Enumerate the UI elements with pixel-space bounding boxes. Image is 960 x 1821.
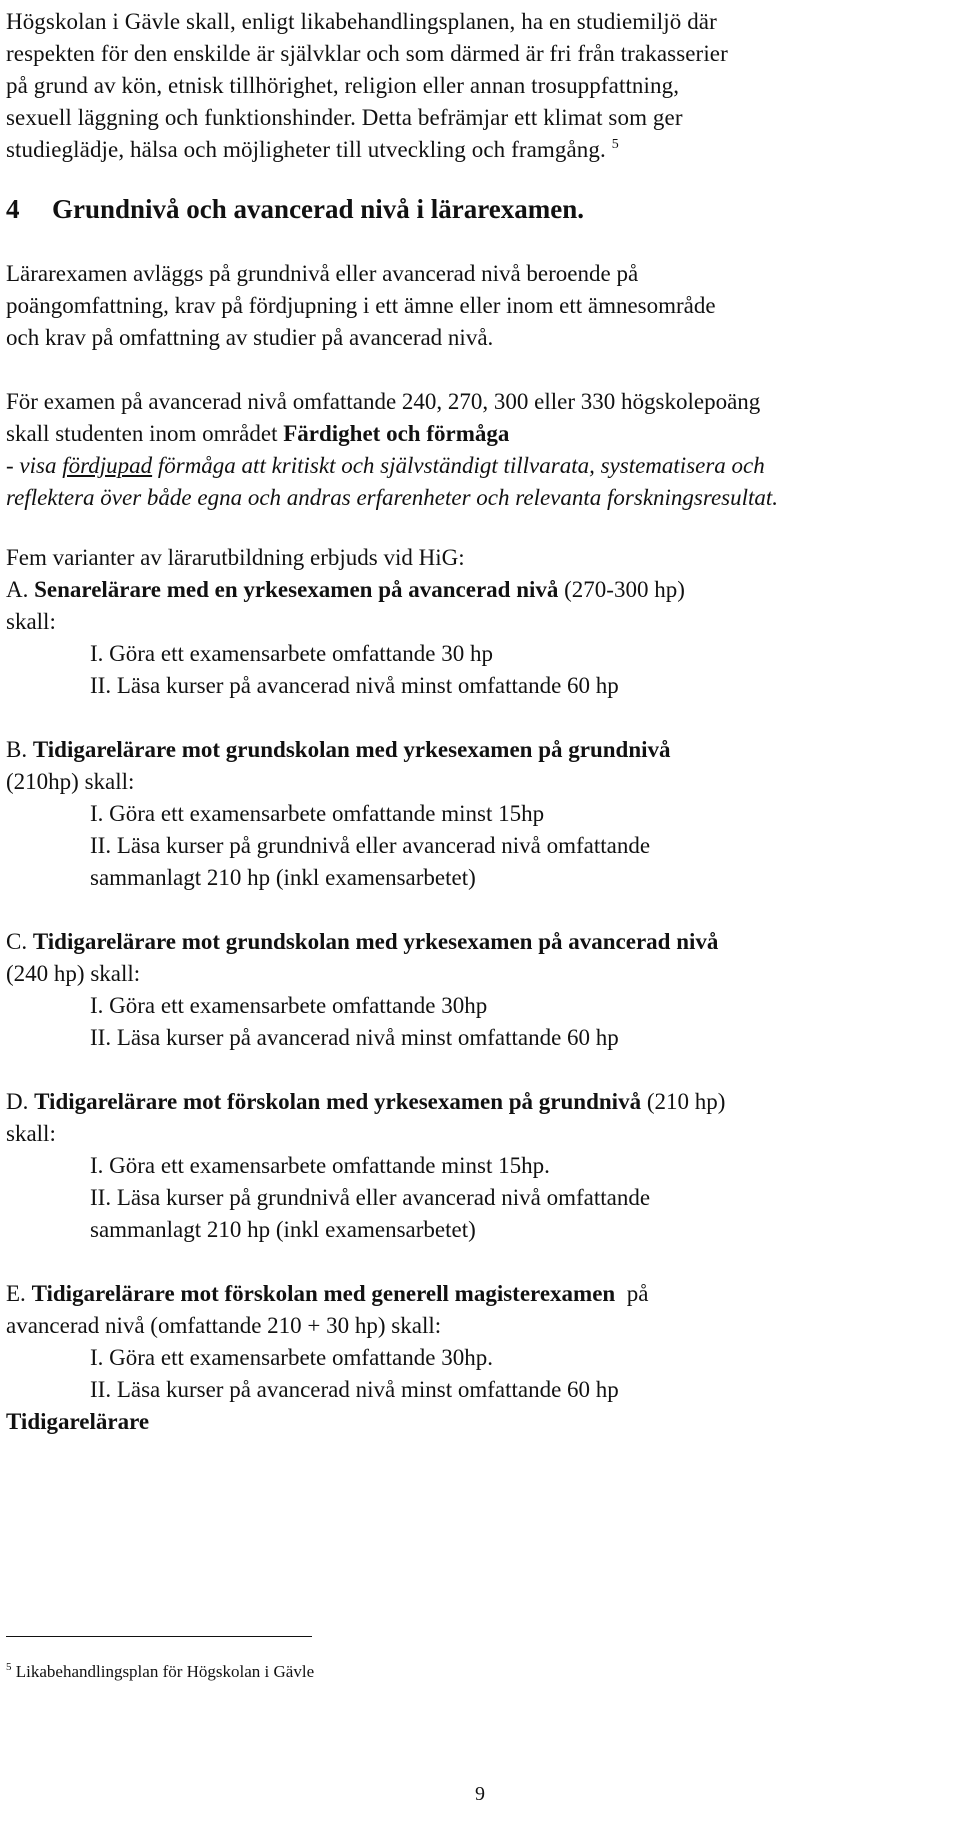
document-page	[0, 6, 960, 1821]
intro-paragraph	[6, 6, 940, 166]
intro-line-text: studieglädje, hälsa och möjligheter till utveckling och framgång.	[6, 137, 606, 162]
italic-text: förmåga att kritiskt och självständigt tillvarata, systematisera och	[152, 453, 765, 478]
intro-line: respekten för den enskilde är självklar och som därmed är fri från trakasserier	[6, 41, 728, 66]
paragraph-line: För examen på avancerad nivå omfattande 240, 270, 300 eller 330 högskolepoäng	[6, 389, 761, 414]
intro-line: Högskolan i Gävle skall, enligt likabehandlingsplanen, ha en studiemiljö där	[6, 9, 717, 34]
bold-text: Färdighet och förmåga	[283, 421, 510, 446]
variant-heading	[6, 1278, 940, 1310]
variant-letter: E.	[6, 1281, 26, 1306]
paragraph-line	[6, 418, 940, 450]
section-title: Grundnivå och avancerad nivå i lärarexamen.	[52, 194, 585, 224]
paragraph-line: Lärarexamen avläggs på grundnivå eller avancerad nivå beroende på	[6, 261, 639, 286]
trailing-bold-text: Tidigarelärare	[6, 1409, 150, 1434]
variant-line2: skall:	[6, 609, 56, 634]
italic-line: reflektera över både egna och andras erfarenheter och relevanta forskningsresultat.	[6, 485, 779, 510]
variant-suffix: (270-300 hp)	[558, 577, 685, 602]
variant-line2: (210hp) skall:	[6, 769, 135, 794]
variant-title: Senarelärare med en yrkesexamen på avancerad nivå	[34, 577, 559, 602]
variant-heading	[6, 1086, 940, 1118]
paragraph-lararexamen	[6, 258, 940, 354]
variant-d	[6, 1086, 940, 1246]
italic-line	[6, 450, 940, 482]
footnote-divider	[6, 1636, 312, 1637]
variant-item: II. Läsa kurser på grundnivå eller avancerad nivå omfattande	[90, 1185, 651, 1210]
variant-item: I. Göra ett examensarbete omfattande 30hp	[90, 993, 488, 1018]
variant-item: I. Göra ett examensarbete omfattande minst 15hp	[90, 801, 545, 826]
variant-title: Tidigarelärare mot grundskolan med yrkesexamen på avancerad nivå	[32, 929, 719, 954]
footnote-marker[interactable]: 5	[611, 137, 619, 152]
variants-intro: Fem varianter av lärarutbildning erbjuds vid HiG:	[6, 545, 465, 570]
variant-heading	[6, 926, 940, 958]
variant-item: I. Göra ett examensarbete omfattande 30hp.	[90, 1345, 493, 1370]
paragraph-avancerad	[6, 386, 940, 514]
variant-title: Tidigarelärare mot grundskolan med yrkesexamen på grundnivå	[32, 737, 671, 762]
variant-c	[6, 926, 940, 1054]
plain-text: skall studenten inom området	[6, 421, 284, 446]
intro-line: på grund av kön, etnisk tillhörighet, religion eller annan trosuppfattning,	[6, 73, 680, 98]
section-number: 4	[6, 194, 20, 224]
variant-title: Tidigarelärare mot förskolan med yrkesexamen på grundnivå	[34, 1089, 642, 1114]
footnote-text: Likabehandlingsplan för Högskolan i Gävle	[15, 1662, 315, 1681]
variant-a	[6, 574, 940, 702]
variant-item: II. Läsa kurser på grundnivå eller avancerad nivå omfattande	[90, 833, 651, 858]
variant-item-continuation: sammanlagt 210 hp (inkl examensarbetet)	[90, 865, 476, 890]
variant-title: Tidigarelärare mot förskolan med generell magisterexamen	[31, 1281, 616, 1306]
intro-line-last	[6, 134, 940, 166]
variant-item: I. Göra ett examensarbete omfattande minst 15hp.	[90, 1153, 550, 1178]
variant-letter: B.	[6, 737, 28, 762]
variant-heading	[6, 574, 940, 606]
variant-b	[6, 734, 940, 894]
variant-suffix: på	[615, 1281, 649, 1306]
variant-item: I. Göra ett examensarbete omfattande 30 hp	[90, 641, 493, 666]
variant-line2: skall:	[6, 1121, 56, 1146]
variant-line2: (240 hp) skall:	[6, 961, 141, 986]
variant-item: II. Läsa kurser på avancerad nivå minst omfattande 60 hp	[90, 1025, 619, 1050]
intro-line: sexuell läggning och funktionshinder. Detta befrämjar ett klimat som ger	[6, 105, 683, 130]
paragraph-line: poängomfattning, krav på fördjupning i ett ämne eller inom ett ämnesområde	[6, 293, 716, 318]
section-heading	[6, 192, 940, 226]
variant-letter: A.	[6, 577, 29, 602]
variant-heading	[6, 734, 940, 766]
footnote-number: 5	[6, 1661, 12, 1673]
underlined-text: fördjupad	[62, 453, 153, 478]
italic-text: - visa	[6, 453, 63, 478]
paragraph-line: och krav på omfattning av studier på avancerad nivå.	[6, 325, 494, 350]
variant-e	[6, 1278, 940, 1438]
variant-item: II. Läsa kurser på avancerad nivå minst omfattande 60 hp	[90, 1377, 619, 1402]
variants-list	[6, 542, 940, 1438]
variant-letter: C.	[6, 929, 28, 954]
variant-suffix: (210 hp)	[641, 1089, 726, 1114]
footnote	[6, 1661, 314, 1683]
variant-letter: D.	[6, 1089, 29, 1114]
variant-item-continuation: sammanlagt 210 hp (inkl examensarbetet)	[90, 1217, 476, 1242]
variant-line2: avancerad nivå (omfattande 210 + 30 hp) skall:	[6, 1313, 442, 1338]
variant-item: II. Läsa kurser på avancerad nivå minst omfattande 60 hp	[90, 673, 619, 698]
page-number: 9	[475, 1783, 485, 1805]
